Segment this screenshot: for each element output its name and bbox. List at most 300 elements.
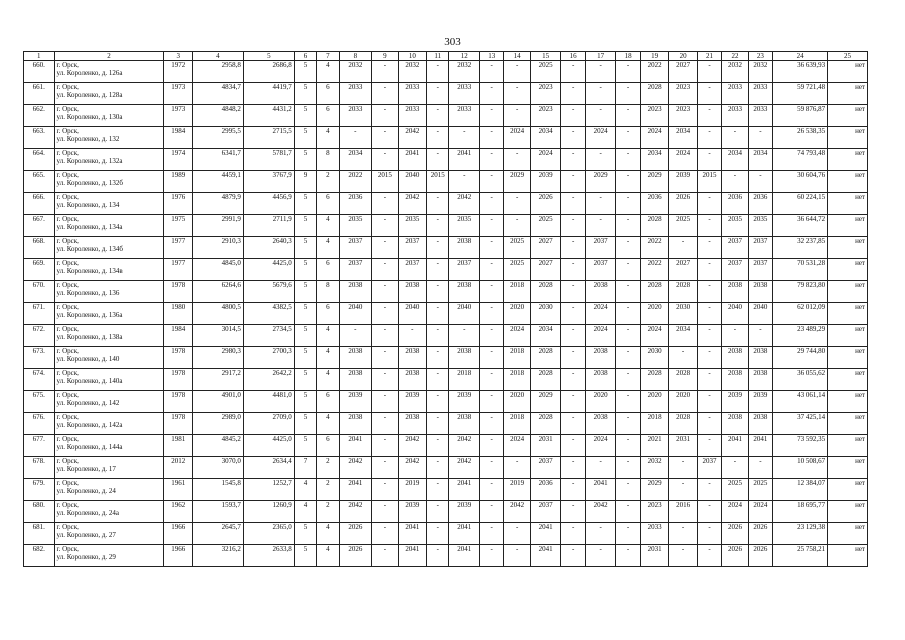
cell-col-8: 2038 bbox=[339, 281, 372, 303]
cell-col-15: 2025 bbox=[530, 215, 561, 237]
cell-col-8: 2037 bbox=[339, 259, 372, 281]
cell-col-11: - bbox=[427, 281, 449, 303]
cell-col-24: 30 604,76 bbox=[773, 171, 828, 193]
cell-col-4: 2917,2 bbox=[192, 369, 243, 391]
cell-col-18: - bbox=[616, 457, 640, 479]
cell-col-18: - bbox=[616, 501, 640, 523]
table-row bbox=[24, 457, 868, 479]
cell-col-13: - bbox=[480, 369, 504, 391]
cell-col-14: 2024 bbox=[504, 325, 530, 347]
cell-col-13: - bbox=[480, 413, 504, 435]
cell-col-19: 2028 bbox=[640, 281, 669, 303]
cell-col-15: 2028 bbox=[530, 369, 561, 391]
cell-col-16: - bbox=[561, 523, 585, 545]
cell-col-6: 5 bbox=[294, 325, 316, 347]
cell-col-14: 2025 bbox=[504, 237, 530, 259]
cell-col-5: 5781,7 bbox=[243, 149, 294, 171]
cell-col-25: нет bbox=[828, 501, 868, 523]
cell-col-7: 8 bbox=[317, 149, 339, 171]
cell-col-9: - bbox=[372, 325, 398, 347]
cell-col-5: 4481,0 bbox=[243, 391, 294, 413]
cell-col-20: 2031 bbox=[669, 435, 698, 457]
cell-col-19: 2022 bbox=[640, 237, 669, 259]
cell-col-18: - bbox=[616, 83, 640, 105]
cell-col-3: 1961 bbox=[164, 479, 193, 501]
cell-col-10: 2033 bbox=[398, 105, 427, 127]
cell-col-11: - bbox=[427, 61, 449, 83]
column-header: 18 bbox=[616, 52, 640, 61]
column-header: 25 bbox=[828, 52, 868, 61]
address-cell bbox=[54, 127, 164, 149]
column-header: 16 bbox=[561, 52, 585, 61]
cell-col-19: 2032 bbox=[640, 457, 669, 479]
cell-col-4: 6341,7 bbox=[192, 149, 243, 171]
cell-col-9: - bbox=[372, 83, 398, 105]
cell-col-25: нет bbox=[828, 369, 868, 391]
cell-col-15: 2031 bbox=[530, 435, 561, 457]
table-row bbox=[24, 237, 868, 259]
row-number: 664. bbox=[24, 149, 55, 171]
cell-col-24: 23 489,29 bbox=[773, 325, 828, 347]
cell-col-3: 1973 bbox=[164, 83, 193, 105]
row-number: 675. bbox=[24, 391, 55, 413]
cell-col-20: - bbox=[669, 237, 698, 259]
address-city: г. Орск, bbox=[56, 281, 79, 289]
address-street: ул. Короленко, д. 132б bbox=[56, 179, 123, 187]
cell-col-24: 12 384,07 bbox=[773, 479, 828, 501]
cell-col-9: - bbox=[372, 347, 398, 369]
cell-col-17: - bbox=[585, 149, 616, 171]
address-cell bbox=[54, 369, 164, 391]
cell-col-7: 2 bbox=[317, 501, 339, 523]
cell-col-21: - bbox=[697, 303, 721, 325]
cell-col-15: 2030 bbox=[530, 303, 561, 325]
cell-col-9: - bbox=[372, 215, 398, 237]
address-cell bbox=[54, 457, 164, 479]
cell-col-24: 26 538,35 bbox=[773, 127, 828, 149]
cell-col-16: - bbox=[561, 127, 585, 149]
cell-col-7: 4 bbox=[317, 61, 339, 83]
column-header: 7 bbox=[317, 52, 339, 61]
cell-col-6: 5 bbox=[294, 391, 316, 413]
cell-col-20: 2020 bbox=[669, 391, 698, 413]
cell-col-24: 43 061,14 bbox=[773, 391, 828, 413]
address-cell bbox=[54, 501, 164, 523]
cell-col-10: 2038 bbox=[398, 369, 427, 391]
cell-col-8: 2038 bbox=[339, 369, 372, 391]
cell-col-20: 2027 bbox=[669, 61, 698, 83]
table-row bbox=[24, 523, 868, 545]
row-number: 672. bbox=[24, 325, 55, 347]
address-city: г. Орск, bbox=[56, 171, 79, 179]
cell-col-23: - bbox=[748, 127, 772, 149]
address-cell bbox=[54, 259, 164, 281]
cell-col-15: 2028 bbox=[530, 347, 561, 369]
cell-col-20: - bbox=[669, 347, 698, 369]
cell-col-19: 2022 bbox=[640, 61, 669, 83]
address-city: г. Орск, bbox=[56, 149, 79, 157]
cell-col-21: - bbox=[697, 413, 721, 435]
address-cell bbox=[54, 61, 164, 83]
cell-col-17: - bbox=[585, 545, 616, 567]
cell-col-23: 2025 bbox=[748, 479, 772, 501]
cell-col-23: 2034 bbox=[748, 149, 772, 171]
cell-col-18: - bbox=[616, 149, 640, 171]
cell-col-23: 2037 bbox=[748, 237, 772, 259]
cell-col-25: нет bbox=[828, 105, 868, 127]
cell-col-8: - bbox=[339, 127, 372, 149]
cell-col-15: 2023 bbox=[530, 105, 561, 127]
cell-col-14: 2042 bbox=[504, 501, 530, 523]
cell-col-7: 4 bbox=[317, 237, 339, 259]
cell-col-17: 2037 bbox=[585, 237, 616, 259]
cell-col-7: 2 bbox=[317, 479, 339, 501]
cell-col-4: 3014,5 bbox=[192, 325, 243, 347]
cell-col-21: 2015 bbox=[697, 171, 721, 193]
cell-col-11: - bbox=[427, 325, 449, 347]
cell-col-9: - bbox=[372, 545, 398, 567]
column-header: 4 bbox=[192, 52, 243, 61]
cell-col-20: 2028 bbox=[669, 369, 698, 391]
table-row bbox=[24, 347, 868, 369]
cell-col-15: 2037 bbox=[530, 457, 561, 479]
cell-col-7: 6 bbox=[317, 391, 339, 413]
cell-col-5: 4382,5 bbox=[243, 303, 294, 325]
cell-col-17: 2041 bbox=[585, 479, 616, 501]
cell-col-15: 2034 bbox=[530, 127, 561, 149]
cell-col-24: 36 055,62 bbox=[773, 369, 828, 391]
cell-col-18: - bbox=[616, 347, 640, 369]
cell-col-11: - bbox=[427, 391, 449, 413]
cell-col-4: 3070,0 bbox=[192, 457, 243, 479]
cell-col-10: 2040 bbox=[398, 303, 427, 325]
column-header: 23 bbox=[748, 52, 772, 61]
cell-col-19: 2018 bbox=[640, 413, 669, 435]
cell-col-11: - bbox=[427, 193, 449, 215]
cell-col-24: 62 012,09 bbox=[773, 303, 828, 325]
cell-col-12: 2038 bbox=[449, 281, 480, 303]
cell-col-20: 2039 bbox=[669, 171, 698, 193]
cell-col-8: 2039 bbox=[339, 391, 372, 413]
cell-col-8: 2032 bbox=[339, 61, 372, 83]
cell-col-7: 4 bbox=[317, 347, 339, 369]
cell-col-3: 1978 bbox=[164, 413, 193, 435]
cell-col-4: 6264,6 bbox=[192, 281, 243, 303]
address-city: г. Орск, bbox=[56, 215, 79, 223]
cell-col-22: - bbox=[722, 127, 748, 149]
cell-col-20: 2028 bbox=[669, 281, 698, 303]
cell-col-6: 4 bbox=[294, 501, 316, 523]
cell-col-18: - bbox=[616, 171, 640, 193]
cell-col-12: 2032 bbox=[449, 61, 480, 83]
cell-col-13: - bbox=[480, 435, 504, 457]
cell-col-4: 4845,2 bbox=[192, 435, 243, 457]
cell-col-15: 2024 bbox=[530, 149, 561, 171]
cell-col-19: 2028 bbox=[640, 215, 669, 237]
column-header: 8 bbox=[339, 52, 372, 61]
cell-col-17: 2029 bbox=[585, 171, 616, 193]
cell-col-11: - bbox=[427, 215, 449, 237]
cell-col-4: 2958,8 bbox=[192, 61, 243, 83]
cell-col-24: 23 129,38 bbox=[773, 523, 828, 545]
cell-col-7: 6 bbox=[317, 193, 339, 215]
cell-col-24: 70 531,28 bbox=[773, 259, 828, 281]
cell-col-21: - bbox=[697, 237, 721, 259]
cell-col-16: - bbox=[561, 61, 585, 83]
row-number: 662. bbox=[24, 105, 55, 127]
cell-col-21: - bbox=[697, 501, 721, 523]
cell-col-6: 5 bbox=[294, 193, 316, 215]
cell-col-4: 4901,0 bbox=[192, 391, 243, 413]
address-city: г. Орск, bbox=[56, 369, 79, 377]
address-street: ул. Короленко, д. 136а bbox=[56, 311, 123, 319]
cell-col-5: 5679,6 bbox=[243, 281, 294, 303]
cell-col-18: - bbox=[616, 215, 640, 237]
table-row bbox=[24, 391, 868, 413]
cell-col-11: - bbox=[427, 259, 449, 281]
cell-col-7: 2 bbox=[317, 457, 339, 479]
cell-col-15: 2025 bbox=[530, 61, 561, 83]
page-number: 303 bbox=[444, 36, 461, 48]
cell-col-7: 6 bbox=[317, 259, 339, 281]
cell-col-17: 2038 bbox=[585, 347, 616, 369]
address-cell bbox=[54, 215, 164, 237]
cell-col-10: 2038 bbox=[398, 413, 427, 435]
cell-col-13: - bbox=[480, 149, 504, 171]
address-city: г. Орск, bbox=[56, 413, 79, 421]
cell-col-24: 74 793,48 bbox=[773, 149, 828, 171]
cell-col-8: 2041 bbox=[339, 479, 372, 501]
cell-col-14: - bbox=[504, 83, 530, 105]
cell-col-10: 2040 bbox=[398, 171, 427, 193]
cell-col-4: 4459,1 bbox=[192, 171, 243, 193]
cell-col-9: - bbox=[372, 259, 398, 281]
cell-col-6: 7 bbox=[294, 457, 316, 479]
cell-col-23: - bbox=[748, 325, 772, 347]
column-header: 14 bbox=[504, 52, 530, 61]
cell-col-14: 2024 bbox=[504, 127, 530, 149]
cell-col-3: 1978 bbox=[164, 391, 193, 413]
address-street: ул. Короленко, д. 130а bbox=[56, 113, 123, 121]
table-row bbox=[24, 259, 868, 281]
cell-col-22: 2039 bbox=[722, 391, 748, 413]
cell-col-4: 4848,2 bbox=[192, 105, 243, 127]
cell-col-10: 2037 bbox=[398, 259, 427, 281]
cell-col-10: 2035 bbox=[398, 215, 427, 237]
cell-col-16: - bbox=[561, 303, 585, 325]
cell-col-6: 5 bbox=[294, 303, 316, 325]
cell-col-20: - bbox=[669, 457, 698, 479]
cell-col-10: 2019 bbox=[398, 479, 427, 501]
cell-col-3: 2012 bbox=[164, 457, 193, 479]
row-number: 673. bbox=[24, 347, 55, 369]
cell-col-4: 3216,2 bbox=[192, 545, 243, 567]
cell-col-21: - bbox=[697, 479, 721, 501]
address-city: г. Орск, bbox=[56, 435, 79, 443]
row-number: 669. bbox=[24, 259, 55, 281]
address-city: г. Орск, bbox=[56, 193, 79, 201]
cell-col-23: 2026 bbox=[748, 523, 772, 545]
cell-col-9: - bbox=[372, 435, 398, 457]
cell-col-17: - bbox=[585, 61, 616, 83]
cell-col-8: 2033 bbox=[339, 83, 372, 105]
cell-col-22: - bbox=[722, 457, 748, 479]
cell-col-24: 29 744,80 bbox=[773, 347, 828, 369]
cell-col-25: нет bbox=[828, 391, 868, 413]
cell-col-21: - bbox=[697, 105, 721, 127]
cell-col-18: - bbox=[616, 391, 640, 413]
cell-col-4: 4879,9 bbox=[192, 193, 243, 215]
cell-col-16: - bbox=[561, 149, 585, 171]
address-street: ул. Короленко, д. 24а bbox=[56, 509, 120, 517]
cell-col-6: 5 bbox=[294, 523, 316, 545]
cell-col-25: нет bbox=[828, 237, 868, 259]
cell-col-5: 4456,9 bbox=[243, 193, 294, 215]
cell-col-8: 2034 bbox=[339, 149, 372, 171]
address-street: ул. Короленко, д. 134в bbox=[56, 267, 123, 275]
cell-col-23: 2039 bbox=[748, 391, 772, 413]
table-row bbox=[24, 369, 868, 391]
cell-col-14: - bbox=[504, 193, 530, 215]
cell-col-6: 5 bbox=[294, 259, 316, 281]
cell-col-7: 4 bbox=[317, 369, 339, 391]
row-number: 660. bbox=[24, 61, 55, 83]
cell-col-20: - bbox=[669, 523, 698, 545]
cell-col-14: 2025 bbox=[504, 259, 530, 281]
address-city: г. Орск, bbox=[56, 237, 79, 245]
cell-col-25: нет bbox=[828, 435, 868, 457]
cell-col-25: нет bbox=[828, 171, 868, 193]
cell-col-3: 1984 bbox=[164, 127, 193, 149]
cell-col-20: 2023 bbox=[669, 83, 698, 105]
cell-col-24: 36 644,72 bbox=[773, 215, 828, 237]
cell-col-12: 2041 bbox=[449, 545, 480, 567]
cell-col-22: 2037 bbox=[722, 259, 748, 281]
cell-col-11: - bbox=[427, 479, 449, 501]
cell-col-24: 36 639,93 bbox=[773, 61, 828, 83]
cell-col-23: 2038 bbox=[748, 347, 772, 369]
cell-col-18: - bbox=[616, 237, 640, 259]
cell-col-20: 2023 bbox=[669, 105, 698, 127]
cell-col-12: 2038 bbox=[449, 347, 480, 369]
address-city: г. Орск, bbox=[56, 457, 79, 465]
data-table bbox=[23, 51, 868, 567]
address-city: г. Орск, bbox=[56, 479, 79, 487]
cell-col-22: 2038 bbox=[722, 281, 748, 303]
cell-col-10: 2041 bbox=[398, 523, 427, 545]
cell-col-5: 2715,5 bbox=[243, 127, 294, 149]
cell-col-20: 2034 bbox=[669, 127, 698, 149]
cell-col-12: 2042 bbox=[449, 435, 480, 457]
cell-col-9: - bbox=[372, 281, 398, 303]
cell-col-14: 2018 bbox=[504, 281, 530, 303]
cell-col-10: 2042 bbox=[398, 435, 427, 457]
cell-col-18: - bbox=[616, 523, 640, 545]
cell-col-12: 2033 bbox=[449, 83, 480, 105]
cell-col-17: 2038 bbox=[585, 413, 616, 435]
address-city: г. Орск, bbox=[56, 303, 79, 311]
cell-col-16: - bbox=[561, 391, 585, 413]
cell-col-8: 2026 bbox=[339, 545, 372, 567]
cell-col-10: 2042 bbox=[398, 457, 427, 479]
cell-col-7: 4 bbox=[317, 523, 339, 545]
cell-col-13: - bbox=[480, 127, 504, 149]
column-header: 20 bbox=[669, 52, 698, 61]
address-street: ул. Короленко, д. 132 bbox=[56, 135, 120, 143]
address-street: ул. Короленко, д. 27 bbox=[56, 531, 116, 539]
cell-col-13: - bbox=[480, 347, 504, 369]
cell-col-5: 4425,0 bbox=[243, 435, 294, 457]
cell-col-19: 2034 bbox=[640, 149, 669, 171]
address-street: ул. Короленко, д. 17 bbox=[56, 465, 116, 473]
cell-col-16: - bbox=[561, 259, 585, 281]
cell-col-5: 1260,9 bbox=[243, 501, 294, 523]
column-header: 2 bbox=[54, 52, 164, 61]
address-cell bbox=[54, 303, 164, 325]
address-street: ул. Короленко, д. 142 bbox=[56, 399, 120, 407]
row-number: 670. bbox=[24, 281, 55, 303]
address-cell bbox=[54, 281, 164, 303]
address-city: г. Орск, bbox=[56, 391, 79, 399]
cell-col-18: - bbox=[616, 105, 640, 127]
address-street: ул. Короленко, д. 132а bbox=[56, 157, 123, 165]
cell-col-20: 2026 bbox=[669, 193, 698, 215]
cell-col-10: - bbox=[398, 325, 427, 347]
table-row bbox=[24, 171, 868, 193]
cell-col-23: - bbox=[748, 457, 772, 479]
cell-col-11: - bbox=[427, 127, 449, 149]
column-header: 3 bbox=[164, 52, 193, 61]
cell-col-7: 6 bbox=[317, 105, 339, 127]
cell-col-12: 2018 bbox=[449, 369, 480, 391]
cell-col-14: 2020 bbox=[504, 303, 530, 325]
cell-col-15: 2041 bbox=[530, 545, 561, 567]
address-city: г. Орск, bbox=[56, 523, 79, 531]
cell-col-8: 2040 bbox=[339, 303, 372, 325]
table-row bbox=[24, 479, 868, 501]
cell-col-9: - bbox=[372, 61, 398, 83]
cell-col-15: 2034 bbox=[530, 325, 561, 347]
cell-col-15: 2028 bbox=[530, 281, 561, 303]
cell-col-13: - bbox=[480, 105, 504, 127]
cell-col-22: 2026 bbox=[722, 523, 748, 545]
cell-col-12: 2037 bbox=[449, 259, 480, 281]
cell-col-18: - bbox=[616, 303, 640, 325]
address-street: ул. Короленко, д. 136 bbox=[56, 289, 120, 297]
cell-col-16: - bbox=[561, 347, 585, 369]
cell-col-14: - bbox=[504, 457, 530, 479]
cell-col-5: 2711,9 bbox=[243, 215, 294, 237]
cell-col-22: 2034 bbox=[722, 149, 748, 171]
cell-col-10: 2042 bbox=[398, 193, 427, 215]
address-city: г. Орск, bbox=[56, 347, 79, 355]
cell-col-22: 2040 bbox=[722, 303, 748, 325]
table-row bbox=[24, 435, 868, 457]
address-city: г. Орск, bbox=[56, 61, 79, 69]
row-number: 680. bbox=[24, 501, 55, 523]
cell-col-18: - bbox=[616, 435, 640, 457]
cell-col-4: 4845,0 bbox=[192, 259, 243, 281]
cell-col-16: - bbox=[561, 281, 585, 303]
cell-col-16: - bbox=[561, 237, 585, 259]
column-header: 9 bbox=[372, 52, 398, 61]
cell-col-9: - bbox=[372, 149, 398, 171]
cell-col-20: - bbox=[669, 479, 698, 501]
cell-col-24: 25 758,21 bbox=[773, 545, 828, 567]
cell-col-16: - bbox=[561, 193, 585, 215]
cell-col-6: 5 bbox=[294, 83, 316, 105]
cell-col-8: 2026 bbox=[339, 523, 372, 545]
